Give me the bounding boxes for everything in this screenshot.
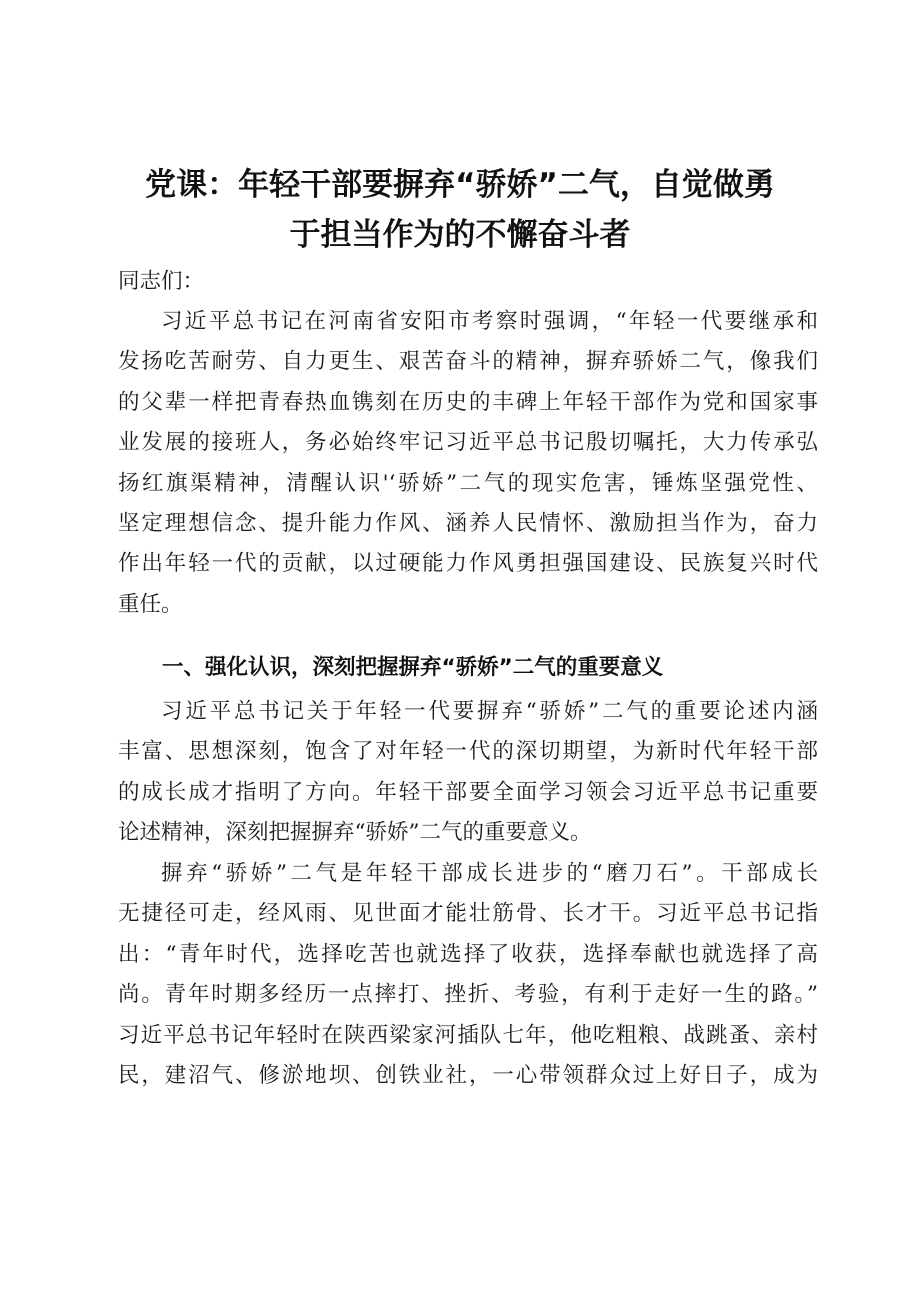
intro-line: 扬红旗渠精神，清醒认识'‘骄娇”二气的现实危害，锤炼坚强党性、 [118, 470, 818, 496]
document-title-line-2: 于担当作为的不懈奋斗者 [289, 217, 631, 253]
intro-line: 作出年轻一代的贡献，以过硬能力作风勇担强国建设、民族复兴时代 [118, 551, 818, 577]
intro-line: 坚定理想信念、提升能力作风、涵养人民情怀、激励担当作为，奋力 [118, 510, 818, 536]
paragraph-line: 论述精神，深刻把握摒弃“骄娇”二气的重要意义。 [118, 820, 592, 846]
paragraph-line: 习近平总书记年轻时在陕西梁家河插队七年，他吃粗粮、战跳蚤、亲村 [118, 1022, 818, 1048]
paragraph-line: 出：“青年时代，选择吃苦也就选择了收获，选择奉献也就选择了高 [118, 941, 818, 967]
paragraph-line: 习近平总书记关于年轻一代要摒弃“骄娇”二气的重要论述内涵 [161, 699, 818, 724]
intro-line: 习近平总书记在河南省安阳市考察时强调，“年轻一代要继承和 [161, 309, 818, 334]
intro-line: 发扬吃苦耐劳、自力更生、艰苦奋斗的精神，摒弃骄娇二气，像我们 [118, 349, 818, 375]
intro-line: 重任。 [118, 591, 183, 617]
intro-line: 业发展的接班人，务必始终牢记习近平总书记殷切嘱托，大力传承弘 [118, 430, 818, 456]
section-1-paragraph-2 [118, 854, 818, 1096]
intro-line: 的父辈一样把青春热血镌刻在历史的丰碑上年轻干部作为党和国家事 [118, 389, 818, 415]
paragraph-line: 无捷径可走，经风雨、见世面才能壮筋骨、长才干。习近平总书记指 [118, 901, 818, 927]
section-1-heading: 一、强化认识，深刻把握摒弃“骄娇”二气的重要意义 [162, 655, 664, 680]
intro-paragraph [118, 302, 818, 625]
paragraph-line: 的成长成才指明了方向。年轻干部要全面学习领会习近平总书记重要 [118, 779, 818, 805]
paragraph-line: 民，建沼气、修淤地坝、创铁业社，一心带领群众过上好日子，成为 [118, 1062, 818, 1088]
paragraph-line: 尚。青年时期多经历一点摔打、挫折、考验，有利于走好一生的路。” [118, 982, 818, 1008]
paragraph-line: 丰富、思想深刻，饱含了对年轻一代的深切期望，为新时代年轻干部 [118, 739, 818, 765]
section-1-paragraph-1 [118, 692, 818, 854]
paragraph-line: 摒弃“骄娇”二气是年轻干部成长进步的“磨刀石”。干部成长 [161, 861, 818, 886]
document-title-line-1: 党课：年轻干部要摒弃“骄娇”二气，自觉做勇 [145, 167, 775, 203]
salutation: 同志们： [118, 269, 205, 294]
